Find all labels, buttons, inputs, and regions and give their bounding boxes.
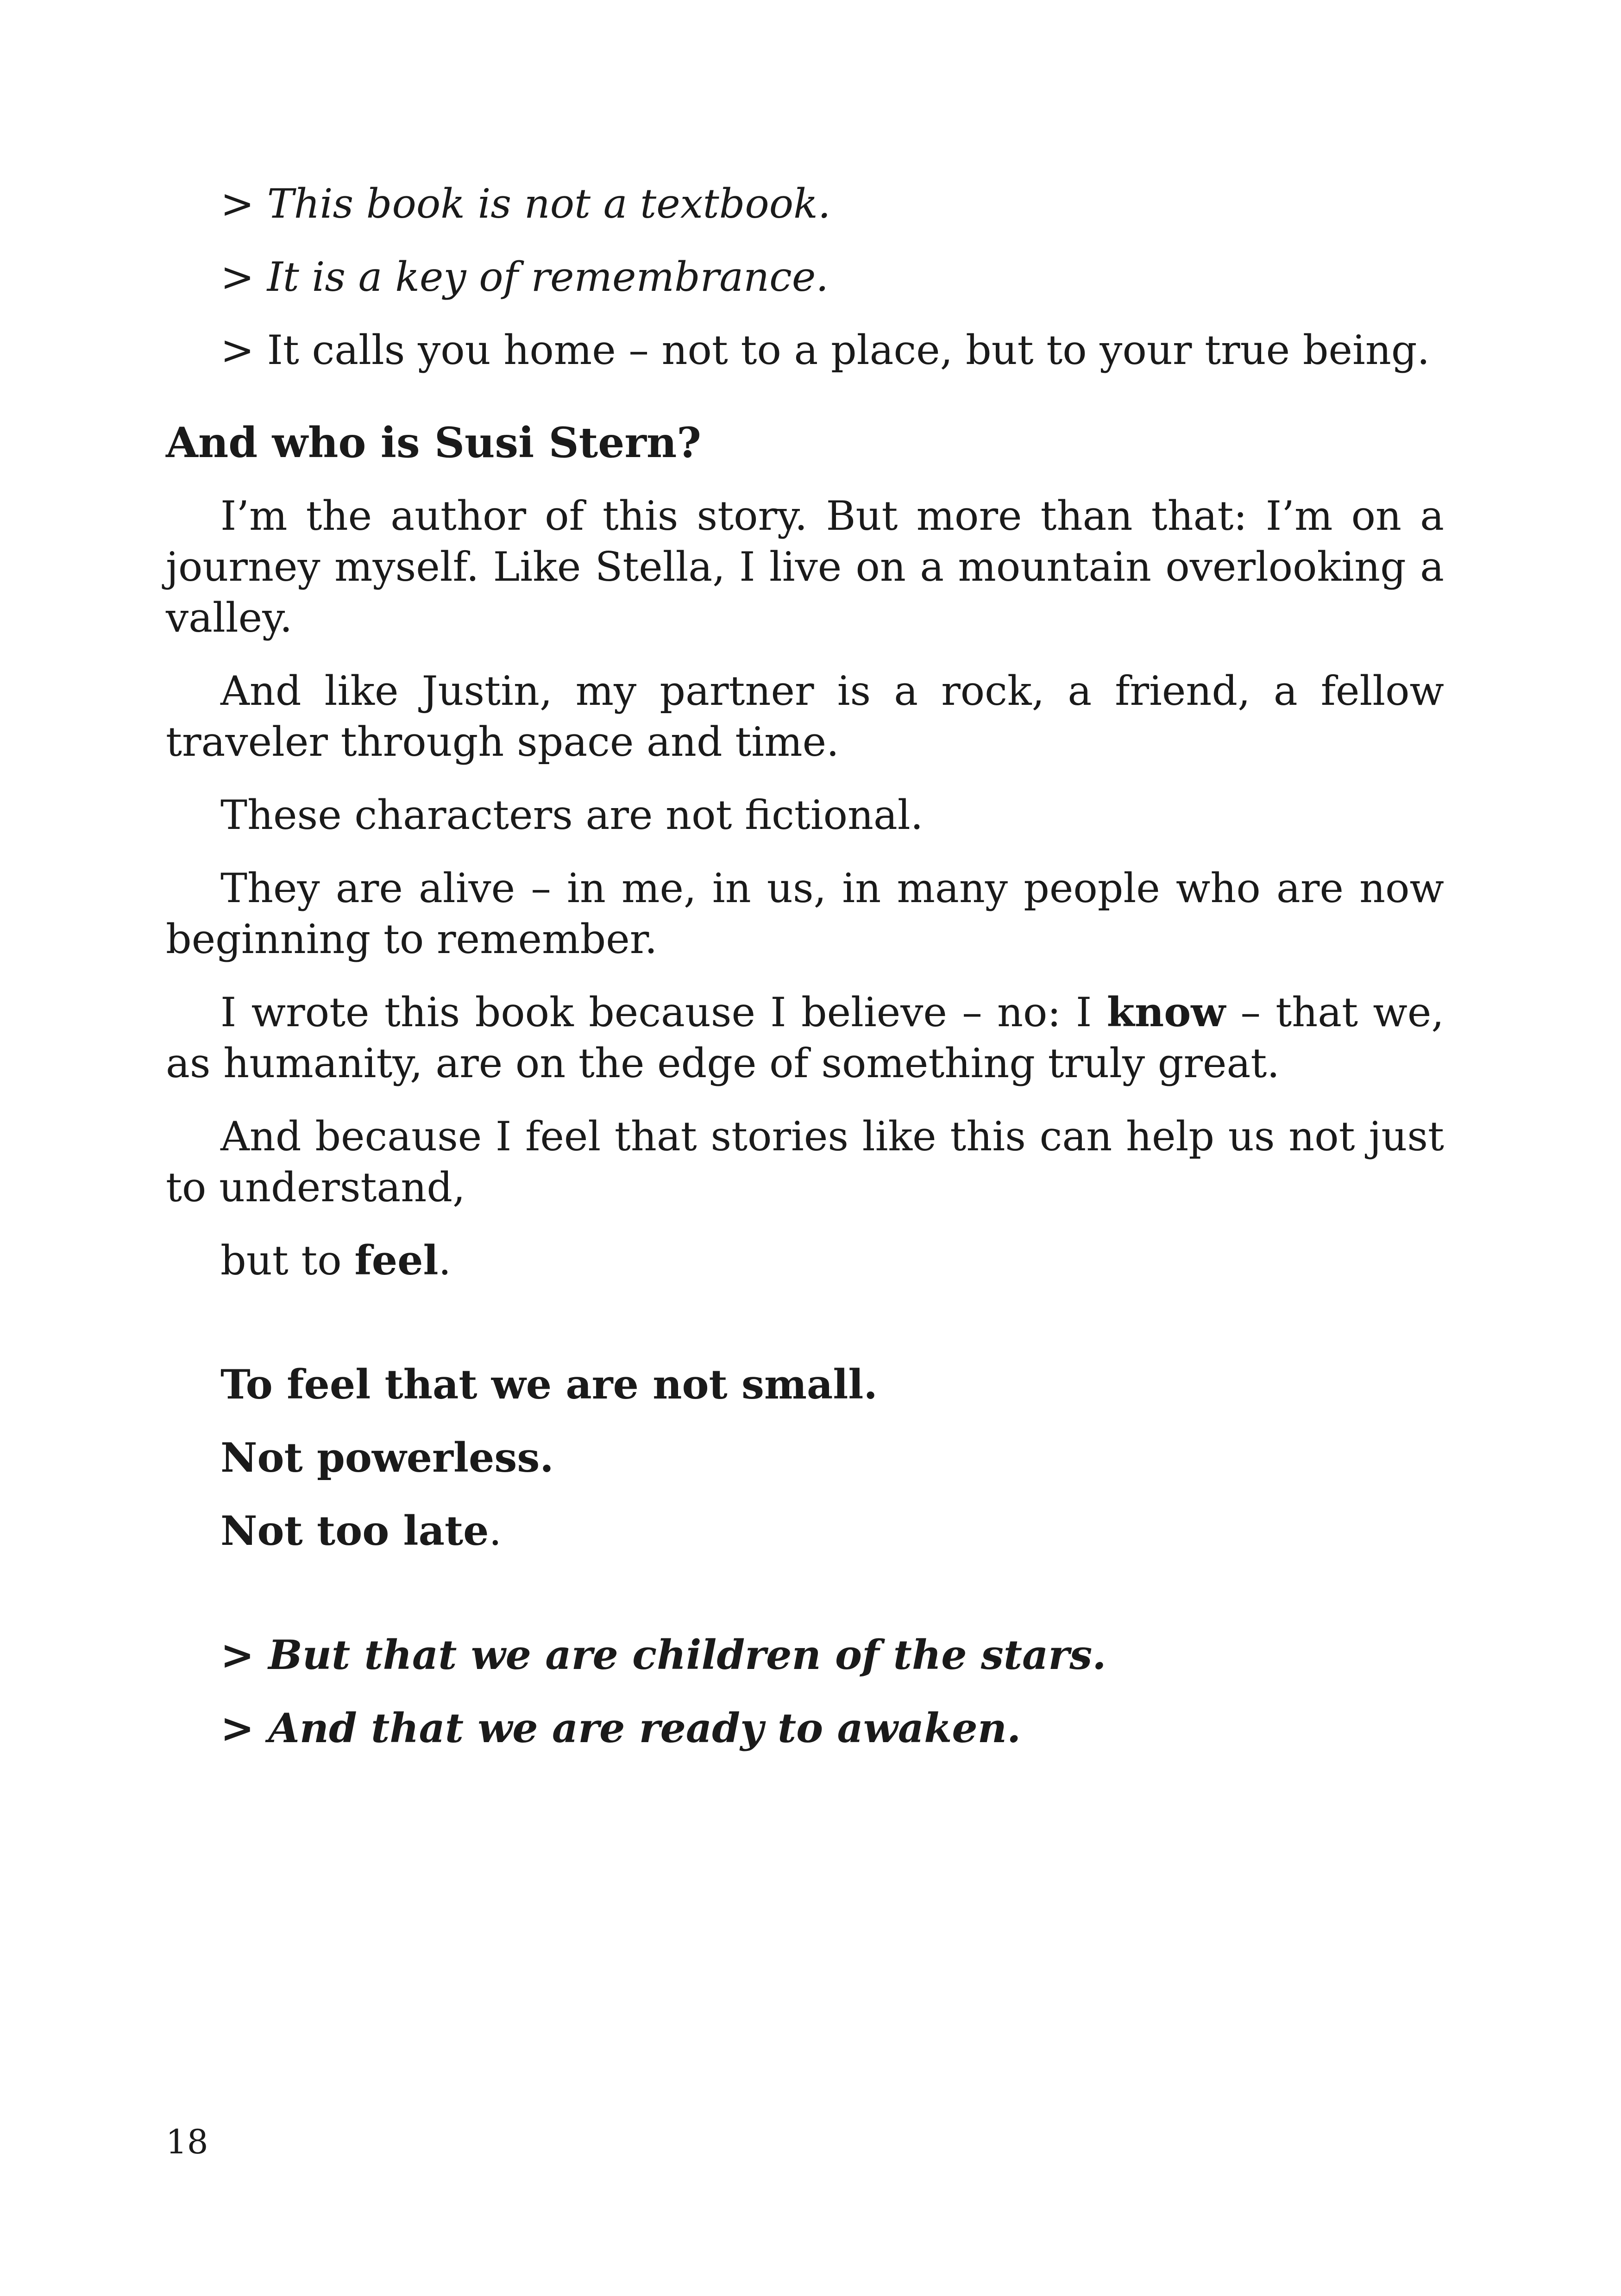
spacer <box>166 1308 1444 1359</box>
text-run: but to <box>220 1237 355 1284</box>
text-run: I wrote this book because I believe – no: I <box>220 989 1107 1036</box>
emphasis-know: know <box>1106 988 1226 1036</box>
text-run: . <box>489 1507 502 1555</box>
closing-quote-line <box>166 1703 1444 1754</box>
quote-marker: > <box>220 1704 254 1752</box>
quote-line <box>166 178 1444 229</box>
paragraph <box>166 1235 1444 1286</box>
section-heading: And who is Susi Stern? <box>166 418 702 467</box>
page-number: 18 <box>166 2122 208 2161</box>
paragraph: They are alive – in me, in us, in many people who are now beginning to remember. <box>166 865 1444 963</box>
paragraph: And like Justin, my partner is a rock, a friend, a fellow traveler through space and time. <box>166 667 1444 765</box>
quote-line <box>166 251 1444 302</box>
text-run: . <box>438 1237 452 1284</box>
spacer <box>166 1579 1444 1630</box>
quote-text: It calls you home – not to a place, but to your true being. <box>267 326 1430 374</box>
bold-line <box>166 1359 1444 1410</box>
quote-text: This book is not a textbook. <box>267 180 831 227</box>
bold-text: Not too late <box>220 1507 489 1555</box>
quote-marker: > <box>220 1631 254 1679</box>
paragraph <box>166 987 1444 1089</box>
paragraph: I’m the author of this story. But more than that: I’m on a journey myself. Like Stella, I live on a mountain overlooking a valley. <box>166 492 1444 641</box>
paragraph: These characters are not fictional. <box>220 791 924 839</box>
emphasis-feel: feel <box>354 1236 439 1284</box>
text-run: – that we, as humanity, are on the edge of something truly great. <box>166 989 1444 1087</box>
bold-line <box>166 1432 1444 1483</box>
bold-line <box>166 1506 1444 1556</box>
paragraph: And because I feel that stories like this can help us not just to understand, <box>166 1113 1444 1211</box>
bold-text: To feel that we are not small. <box>220 1361 878 1408</box>
page-content <box>166 178 1444 1776</box>
closing-quote-line <box>166 1630 1444 1681</box>
quote-text: But that we are children of the stars. <box>268 1631 1106 1679</box>
quote-text: And that we are ready to awaken. <box>268 1704 1021 1752</box>
quote-text: It is a key of remembrance. <box>267 253 829 301</box>
quote-marker: > <box>220 253 254 301</box>
quote-marker: > <box>220 326 254 374</box>
quote-marker: > <box>220 180 254 227</box>
bold-text: Not powerless. <box>220 1434 554 1481</box>
quote-line <box>166 325 1444 376</box>
